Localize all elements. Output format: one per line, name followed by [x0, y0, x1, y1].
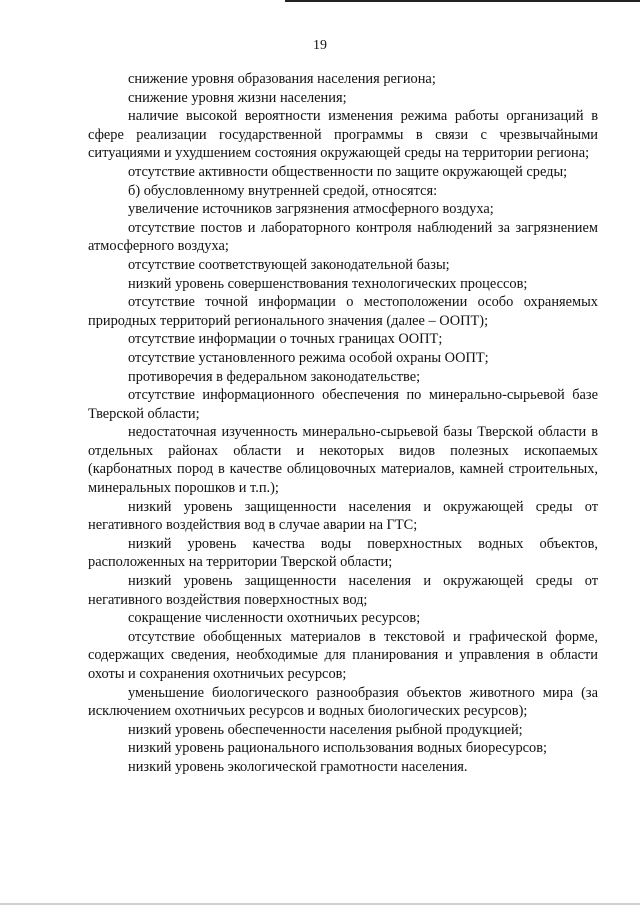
- top-scan-rule: [285, 0, 640, 2]
- page-number: 19: [313, 38, 327, 53]
- paragraph: отсутствие установленного режима особой охраны ООПТ;: [128, 349, 489, 366]
- paragraph: отсутствие активности общественности по защите окружающей среды;: [128, 163, 568, 180]
- paragraph: отсутствие соответствующей законодательной базы;: [128, 256, 450, 273]
- paragraph: уменьшение биологического разнообразия объектов животного мира (за исключением охотничьих ресурсов и водных биологических ресурсов);: [88, 684, 598, 720]
- paragraph: наличие высокой вероятности изменения режима работы организаций в сфере реализации государственной программы в связи с чрезвычайными ситуациями и ухудшением состояния окружающей среды на территории региона;: [88, 108, 598, 162]
- paragraph: отсутствие точной информации о местоположении особо охраняемых природных территорий регионального значения (далее – ООПТ);: [88, 294, 598, 329]
- paragraph: отсутствие информационного обеспечения по минерально-сырьевой базе Тверской области;: [88, 387, 598, 422]
- document-body: [88, 70, 598, 777]
- paragraph: отсутствие информации о точных границах ООПТ;: [128, 331, 443, 348]
- paragraph: отсутствие обобщенных материалов в текстовой и графической форме, содержащих сведения, необходимые для планирования и управления в области охоты и сохранения охотничьих ресурсов;: [88, 628, 598, 682]
- paragraph: низкий уровень защищенности населения и окружающей среды от негативного воздействия поверхностных вод;: [88, 573, 598, 608]
- paragraph: низкий уровень рационального использования водных биоресурсов;: [128, 740, 548, 757]
- paragraph: низкий уровень обеспеченности населения рыбной продукцией;: [128, 721, 523, 738]
- paragraph: низкий уровень качества воды поверхностных водных объектов, расположенных на территории Тверской области;: [88, 535, 598, 571]
- paragraph: б) обусловленному внутренней средой, относятся:: [128, 182, 438, 199]
- paragraph: сокращение численности охотничьих ресурсов;: [128, 610, 421, 627]
- paragraph: низкий уровень экологической грамотности населения.: [128, 758, 468, 775]
- paragraph: недостаточная изученность минерально-сырьевой базы Тверской области в отдельных районах области и некоторых видов полезных ископаемых (карбонатных пород в качестве облицовочных материалов, камней строительных, минеральных порошков и т.п.);: [88, 424, 598, 497]
- paragraph: отсутствие постов и лабораторного контроля наблюдений за загрязнением атмосферного воздуха;: [88, 219, 598, 255]
- paragraph: снижение уровня образования населения региона;: [128, 71, 436, 87]
- paragraph: увеличение источников загрязнения атмосферного воздуха;: [128, 201, 494, 218]
- paragraph: снижение уровня жизни населения;: [128, 89, 347, 106]
- paragraph: низкий уровень совершенствования технологических процессов;: [128, 275, 528, 292]
- paragraph: противоречия в федеральном законодательстве;: [128, 368, 421, 385]
- paragraph: низкий уровень защищенности населения и окружающей среды от негативного воздействия вод в случае аварии на ГТС;: [88, 498, 598, 534]
